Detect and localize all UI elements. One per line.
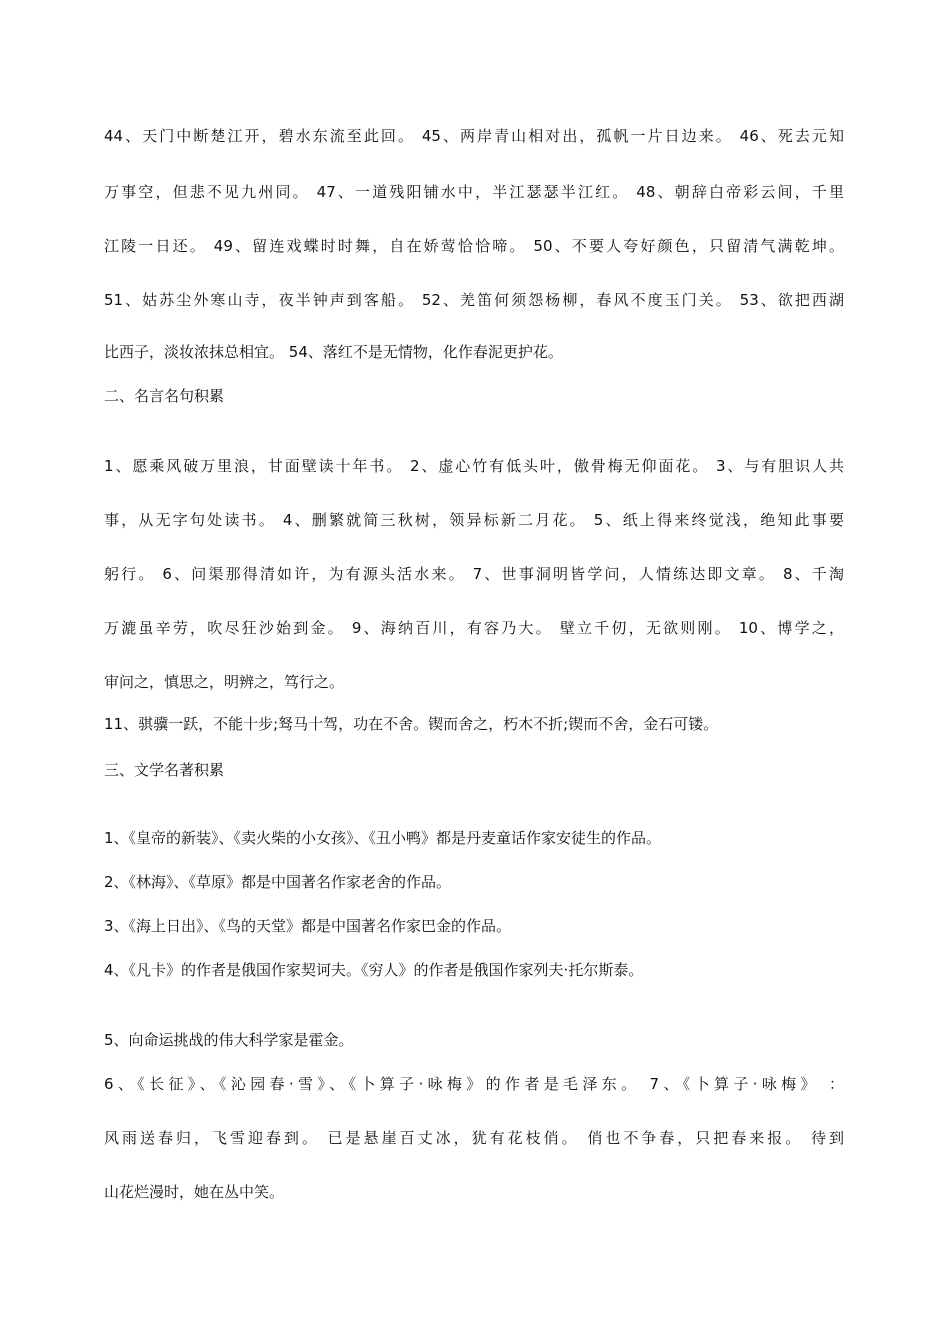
literature-line: 山花烂漫时，她在丛中笑。 xyxy=(104,1183,285,1201)
section-heading: 三、文学名著积累 xyxy=(104,761,225,779)
poem-line: 51、姑苏尘外寒山寺，夜半钟声到客船。 52、羌笛何须怨杨柳，春风不度玉门关。 53、欲把西湖 xyxy=(104,291,844,309)
literature-line: 5、向命运挑战的伟大科学家是霍金。 xyxy=(104,1031,354,1049)
literature-line: 3、《海上日出》、《鸟的天堂》都是中国著名作家巴金的作品。 xyxy=(104,917,512,935)
poem-line: 44、天门中断楚江开，碧水东流至此回。 45、两岸青山相对出，孤帆一片日边来。 46、死去元知 xyxy=(104,127,844,145)
section-heading: 二、名言名句积累 xyxy=(104,387,225,405)
quote-line: 审问之，慎思之，明辨之，笃行之。 xyxy=(104,673,345,691)
poem-line: 江陵一日还。 49、留连戏蝶时时舞，自在娇莺恰恰啼。 50、不要人夸好颜色，只留清气满乾坤。 xyxy=(104,237,844,255)
quote-line: 11、骐骥一跃，不能十步;驽马十驾，功在不舍。锲而舍之，朽木不折;锲而不舍，金石可镂。 xyxy=(104,715,719,733)
literature-line: 2、《林海》、《草原》都是中国著名作家老舍的作品。 xyxy=(104,873,452,891)
literature-line: 风雨送春归，飞雪迎春到。 已是悬崖百丈冰，犹有花枝俏。 俏也不争春，只把春来报。 待到 xyxy=(104,1129,844,1147)
quote-line: 躬行。 6、问渠那得清如许，为有源头活水来。 7、世事洞明皆学问，人情练达即文章。 8、千淘 xyxy=(104,565,844,583)
quote-line: 1、愿乘风破万里浪，甘面壁读十年书。 2、虚心竹有低头叶，傲骨梅无仰面花。 3、与有胆识人共 xyxy=(104,457,844,475)
literature-line: 4、《凡卡》的作者是俄国作家契诃夫。《穷人》的作者是俄国作家列夫·托尔斯泰。 xyxy=(104,961,644,979)
poem-line: 万事空，但悲不见九州同。 47、一道残阳铺水中，半江瑟瑟半江红。 48、朝辞白帝彩云间，千里 xyxy=(104,183,844,201)
quote-line: 万漉虽辛劳，吹尽狂沙始到金。 9、海纳百川，有容乃大。 壁立千仞，无欲则刚。 10、博学之， xyxy=(104,619,844,637)
literature-line: 1、《皇帝的新装》、《卖火柴的小女孩》、《丑小鸭》都是丹麦童话作家安徒生的作品。 xyxy=(104,829,662,847)
poem-line: 比西子，淡妆浓抹总相宜。 54、落红不是无情物，化作春泥更护花。 xyxy=(104,343,563,361)
literature-line: 6、《长征》、《沁园春·雪》、《卜算子·咏梅》的作者是毛泽东。 7、《卜算子·咏梅》 ： xyxy=(104,1075,844,1093)
quote-line: 事，从无字句处读书。 4、删繁就简三秋树，领异标新二月花。 5、纸上得来终觉浅，绝知此事要 xyxy=(104,511,844,529)
